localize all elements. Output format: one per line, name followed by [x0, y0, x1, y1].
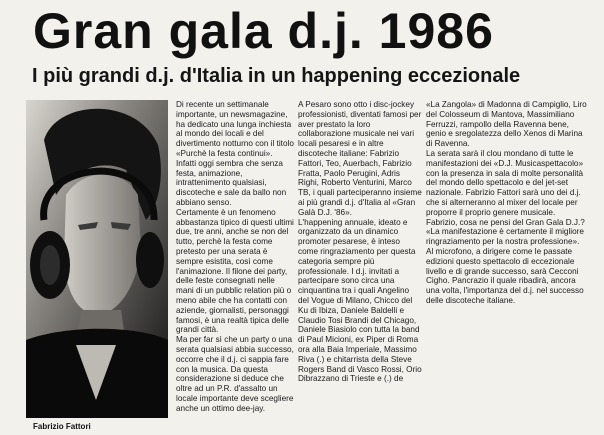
paragraph: Fabrizio, cosa ne pensi del Gran Gala D.J.?	[426, 217, 585, 227]
paragraph: Certamente è un fenomeno abbastanza tipico di questi ultimi due, tre anni, anche se non del tutto, perchè la festa come pretesto per una serata è sempre esistita, così come l'animazione. Il filone dei party, delle feste consegnati nelle mani di un pubblic relation più o meno abile che ha contatti con aziende, giornalisti, personaggi famosi, è una realtà tipica delle grandi città.	[176, 207, 294, 335]
paragraph: A Pesaro sono otto i disc-jockey professionisti, diventati famosi per aver prestato la loro collaborazione musicale nei vari locali pesaresi e in altre discoteche italiane: Fabrizio Fattori, Teo, Auerbach, Fabrizio Fratta, Paolo Perugini, Adris Righi, Roberto Venturini, Marco TB, i quali parteciperanno insieme ai più grandi d.j. d'Italia al «Gran Galà D.J. '86».	[298, 100, 422, 217]
paragraph: Ma per far sì che un party o una serata qualsiasi abbia successo, occorre che il d.j. ci sappia fare con la musica. Da questa considerazione si deduce che oltre ad un P.R. d'assalto un locale importante deve scegliere anche un ottimo dee-jay.	[176, 335, 294, 413]
dj-photo	[26, 100, 168, 418]
paragraph: La serata sarà il clou mondano di tutte le manifestazioni dei «D.J. Musicaspettacolo» con la presenza in sala di molte personalità del mondo dello spettacolo e del jet-set nazionale. Fabrizio Fattori sarà uno dei d.j. che si alterneranno al mixer del locale per proporre il proprio genere musicale.	[426, 148, 584, 217]
dj-portrait-image	[26, 100, 168, 418]
paragraph: «La Zangola» di Madonna di Campiglio, Liro del Colosseum di Mantova, Massimiliano Ferruzzi, rampollo della Ravenna bene, genio e sregolatezza dello Xenos di Marina di Ravenna.	[426, 100, 587, 149]
paragraph: Al microfono, a dirigere come le passate edizioni questo spettacolo di eccezionale livello e di grande successo, sarà Cecconi Cigho. Pancrazio il quale ribadirà, ancora una volta, l'importanza del d.j. nel successo delle discoteche italiane.	[426, 246, 584, 305]
article-column-3	[426, 100, 590, 430]
article-column-2	[298, 100, 422, 430]
photo-caption: Fabrizio Fattori	[33, 422, 91, 431]
paragraph: L'happening annuale, ideato e organizzato da un dinamico promoter pesarese, è inteso come ringraziamento per questa categoria sempre più professionale. I d.j. invitati a partecipare sono circa una cinquantina tra i quali Angelino del Vogue di Milano, Chicco del Ku di Ibiza, Daniele Baldelli e Claudio Tosi Brandi del Chicago, Daniele Biasiolo con tutta la band di Paul Micioni, ex Piper di Roma ora alla Baia Imperiale, Massimo Riva (.) e chitarrista della Steve Rogers Band di Vasco Rossi, Orio Dibrazzano di Trieste e (.) de	[298, 217, 422, 384]
subheadline: I più grandi d.j. d'Italia in un happening eccezionale	[32, 65, 521, 87]
headline: Gran gala d.j. 1986	[33, 3, 494, 59]
paragraph: «La manifestazione è certamente il migliore ringraziamento per la nostra professione».	[426, 227, 584, 247]
paragraph: Di recente un settimanale importante, un newsmagazine, ha dedicato una lunga inchiesta al mondo dei locali e del divertimento notturno con il titolo «Purchè la festa continui». Infatti oggi sembra che senza festa, animazione, intrattenimento qualsiasi, discoteche e sale da ballo non abbiano senso.	[176, 100, 294, 207]
article-column-1	[176, 100, 294, 430]
